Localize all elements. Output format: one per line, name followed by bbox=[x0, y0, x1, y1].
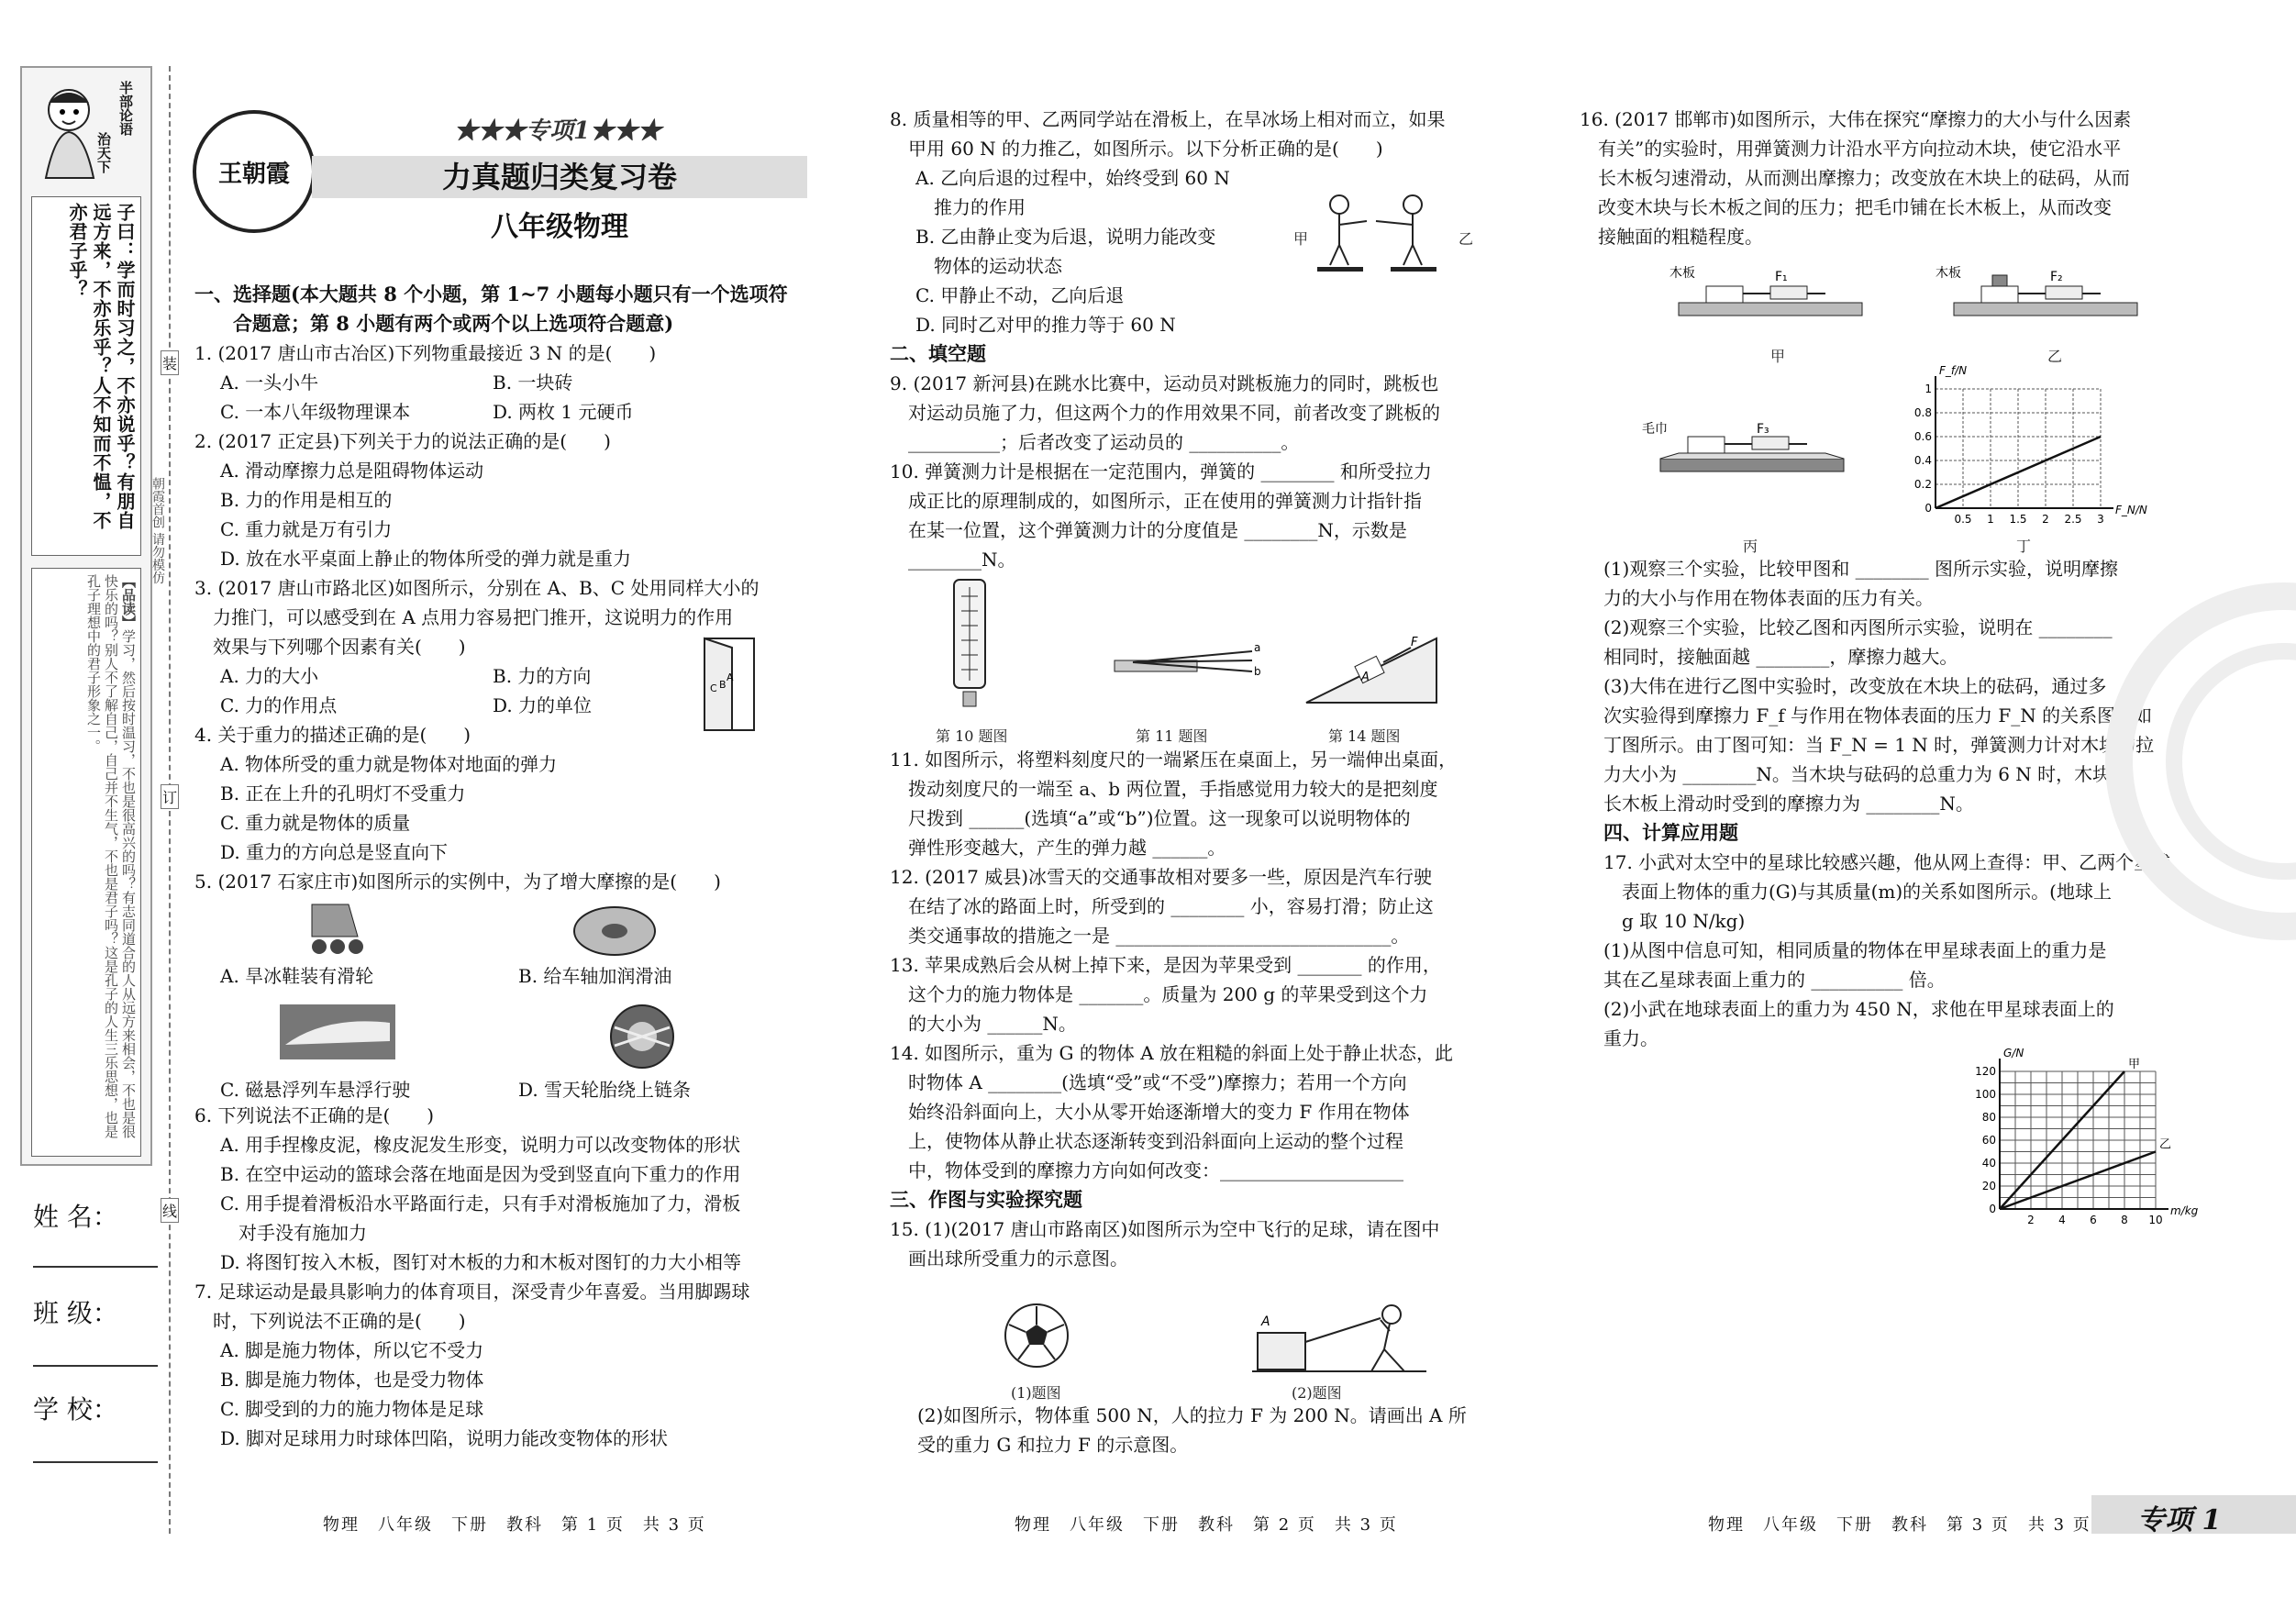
footer-page-1: 物理 八年级 下册 教科 第 1 页 共 3 页 bbox=[323, 1515, 706, 1535]
section-heading: 合题意；第 8 小题有两个或两个以上选项符合题意) bbox=[194, 312, 674, 335]
option-text: C. 一本八年级物理课本 bbox=[220, 401, 411, 423]
x-axis-label: m/kg bbox=[2170, 1204, 2199, 1217]
x-tick-label: 1.5 bbox=[2009, 513, 2027, 526]
question-text: 接触面的粗糙程度。 bbox=[1580, 226, 1763, 248]
question-text: 14. 如图所示，重为 G 的物体 A 放在粗糙的斜面上处于静止状态，此 bbox=[890, 1042, 1454, 1064]
column-1-questions-cont bbox=[194, 1101, 809, 1453]
option-row bbox=[194, 397, 809, 427]
question-text: 效果与下列哪个因素有关( ) bbox=[194, 636, 466, 658]
spring-scale-figure bbox=[947, 574, 993, 712]
question-text: 丁图所示。由丁图可知：当 F_N = 1 N 时，弹簧测力计对木块的拉 bbox=[1603, 734, 2155, 756]
option-text: B. 正在上升的孔明灯不受重力 bbox=[220, 782, 466, 804]
question-text: (1)观察三个实验，比较甲图和 ________ 图所示实验，说明摩擦 bbox=[1603, 558, 2119, 580]
question-text: 有关”的实验时，用弹簧测力计沿水平方向拉动木块，使它沿水平 bbox=[1580, 138, 2122, 160]
x-tick-label: 10 bbox=[2148, 1214, 2163, 1226]
question-text: 相同时，接触面越 ________，摩擦力越大。 bbox=[1603, 646, 1958, 668]
option-text: B. 乙由静止变为后退，说明力能改变 bbox=[915, 226, 1216, 248]
series-line bbox=[1936, 437, 2101, 508]
confucius-quote: 子曰：学而时习之，不亦说乎？有朋自远方来，不亦乐乎？人不知而不愠，不亦君子乎？ bbox=[66, 203, 136, 530]
question-text: 受的重力 G 和拉力 F 的示意图。 bbox=[917, 1434, 1189, 1456]
x-tick-label: 2 bbox=[2027, 1214, 2035, 1226]
column-2-questions-cont bbox=[890, 745, 1514, 1273]
question-text: 尺拨到 ______(选填“a”或“b”)位置。这一现象可以说明物体的 bbox=[890, 807, 1411, 829]
experiment-c-figure bbox=[1642, 422, 1853, 495]
option-text: D. 将图钉按入木板，图钉对木板的力和木板对图钉的力大小相等 bbox=[220, 1251, 742, 1273]
y-tick-label: 1 bbox=[1924, 383, 1932, 395]
school-field[interactable] bbox=[33, 1461, 158, 1463]
svg-text:a: a bbox=[1254, 641, 1261, 654]
question-text: (1)从图中信息可知，相同质量的物体在甲星球表面上的重力是 bbox=[1603, 939, 2107, 961]
question-text: 时，下列说法不正确的是( ) bbox=[194, 1310, 466, 1332]
section-heading: 二、填空题 bbox=[890, 342, 986, 365]
footer-page-3: 物理 八年级 下册 教科 第 3 页 共 3 页 bbox=[1708, 1515, 2091, 1535]
svg-text:A: A bbox=[1361, 671, 1370, 684]
fig16-caption-a: 甲 bbox=[1770, 348, 1786, 365]
question-text: 始终沿斜面向上，大小从零开始逐渐增大的变力 F 作用在物体 bbox=[890, 1101, 1410, 1123]
ruler-figure bbox=[1115, 624, 1261, 697]
board-label-b: 木板 bbox=[1936, 266, 1961, 281]
section-heading: 一、选择题(本大题共 8 个小题，第 1~7 小题每小题只有一个选项符 bbox=[194, 283, 788, 305]
series-label: 甲 bbox=[2128, 1058, 2141, 1071]
question-text: 15. (1)(2017 唐山市路南区)如图所示为空中飞行的足球，请在图中 bbox=[890, 1218, 1440, 1240]
cut-mark: 装 bbox=[161, 350, 179, 375]
question-text: __________；后者改变了运动员的 __________。 bbox=[890, 431, 1300, 453]
svg-text:b: b bbox=[1254, 665, 1261, 678]
incline-figure bbox=[1303, 633, 1440, 706]
fig16-caption-d: 丁 bbox=[2016, 538, 2032, 555]
cut-mark: 线 bbox=[161, 1198, 179, 1223]
svg-text:C: C bbox=[710, 682, 717, 694]
y-tick-label: 100 bbox=[1975, 1088, 1996, 1101]
option-text: 物体的运动状态 bbox=[915, 255, 1062, 277]
option-text: A. 用手捏橡皮泥，橡皮泥发生形变，说明力可以改变物体的形状 bbox=[220, 1134, 741, 1156]
axle-image bbox=[569, 899, 660, 963]
y-tick-label: 80 bbox=[1981, 1111, 1996, 1124]
question-text: 在结了冰的路面上时，所受到的 ________ 小，容易打滑；防止这 bbox=[890, 895, 1434, 917]
y-tick-label: 20 bbox=[1981, 1180, 1996, 1192]
y-tick-label: 40 bbox=[1981, 1157, 1996, 1170]
option-text: B. 一块砖 bbox=[493, 372, 573, 394]
fig14-caption: 第 14 题图 bbox=[1328, 727, 1401, 745]
option-text: A. 物体所受的重力就是物体对地面的弹力 bbox=[220, 753, 558, 775]
force-f2-label: F₂ bbox=[2050, 270, 2063, 284]
question-text: (3)大伟在进行乙图中实验时，改变放在木块上的砝码，通过多 bbox=[1603, 675, 2107, 697]
gravity-mass-chart bbox=[1963, 1046, 2199, 1238]
column-2-questions-end bbox=[917, 1401, 1523, 1459]
x-tick-label: 6 bbox=[2090, 1214, 2097, 1226]
column-3-questions bbox=[1580, 105, 2203, 251]
series-sub: 治天下 bbox=[95, 132, 112, 173]
question-text: 6. 下列说法不正确的是( ) bbox=[194, 1104, 435, 1126]
option-text: A. 脚是施力物体，所以它不受力 bbox=[220, 1339, 484, 1361]
question-text: 这个力的施力物体是 _______。质量为 200 g 的苹果受到这个力 bbox=[890, 983, 1428, 1005]
question-text: 12. (2017 威县)冰雪天的交通事故相对要多一些，原因是汽车行驶 bbox=[890, 866, 1433, 888]
friction-chart bbox=[1890, 364, 2147, 532]
x-tick-label: 1 bbox=[1987, 513, 1994, 526]
option-text: D. 重力的方向总是竖直向下 bbox=[220, 841, 449, 863]
option-text: A. 一头小牛 bbox=[220, 372, 319, 394]
y-axis-label: F_f/N bbox=[1939, 364, 1968, 377]
x-tick-label: 0.5 bbox=[1954, 513, 1972, 526]
column-1-questions bbox=[194, 280, 809, 896]
svg-text:F: F bbox=[1411, 636, 1418, 649]
question-text: 成正比的原理制成的，如图所示，正在使用的弹簧测力计指针指 bbox=[890, 490, 1422, 512]
soccer-ball-figure bbox=[1002, 1301, 1071, 1370]
q5-option-d: D. 雪天轮胎绕上链条 bbox=[518, 1079, 692, 1101]
x-tick-label: 2 bbox=[2042, 513, 2049, 526]
topic-label: ★★★专项1★★★ bbox=[454, 117, 662, 145]
pulling-person-figure bbox=[1252, 1298, 1426, 1377]
question-text: 其在乙星球表面上重力的 __________ 倍。 bbox=[1603, 969, 1946, 991]
fig11-caption: 第 11 题图 bbox=[1136, 727, 1208, 745]
question-text: 3. (2017 唐山市路北区)如图所示，分别在 A、B、C 处用同样大小的 bbox=[194, 577, 760, 599]
question-text: 次实验得到摩擦力 F_f 与作用在物体表面的压力 F_N 的关系图线如 bbox=[1603, 704, 2153, 726]
q5-option-c: C. 磁悬浮列车悬浮行驶 bbox=[220, 1079, 411, 1101]
watermark-stamp bbox=[2064, 514, 2296, 1009]
option-text: C. 力的作用点 bbox=[220, 694, 338, 716]
option-text: D. 脚对足球用力时球体凹陷，说明力能改变物体的形状 bbox=[220, 1427, 669, 1449]
force-f1-label: F₁ bbox=[1775, 270, 1788, 284]
logo-text: 王朝霞 bbox=[217, 160, 290, 188]
fig8-label-b: 乙 bbox=[1459, 230, 1474, 248]
question-text: 4. 关于重力的描述正确的是( ) bbox=[194, 724, 471, 746]
skate-image bbox=[294, 895, 385, 959]
experiment-a-figure bbox=[1660, 266, 1871, 339]
option-text: B. 脚是施力物体，也是受力物体 bbox=[220, 1369, 484, 1391]
pindu-text: 学习，然后按时温习，不也是很高兴的吗？有志同道合的人从远方来相会，不也是很快乐的吗？别人不了解自己，自己并不生气，不也是君子吗？这是孔子的人生三乐思想，也是孔子理想中的君子形象之一。 bbox=[85, 574, 137, 1138]
x-tick-label: 2.5 bbox=[2064, 513, 2082, 526]
page-title: 力真题归类复习卷 bbox=[441, 160, 677, 194]
svg-text:A: A bbox=[1261, 1314, 1270, 1329]
question-text: 拨动刻度尺的一端至 a、b 两位置，手指感觉用力较大的是把刻度 bbox=[890, 778, 1438, 800]
question-text: 长木板上滑动时受到的摩擦力为 ________N。 bbox=[1603, 793, 1974, 815]
question-text: 2. (2017 正定县)下列关于力的说法正确的是( ) bbox=[194, 430, 611, 452]
option-text: C. 重力就是物体的质量 bbox=[220, 812, 411, 834]
skateboard-push-figure bbox=[1284, 188, 1468, 280]
option-row bbox=[194, 368, 809, 397]
tire-chain-image bbox=[605, 1000, 679, 1073]
option-text: D. 两枚 1 元硬币 bbox=[493, 401, 634, 423]
question-text: (2)观察三个实验，比较乙图和丙图所示实验，说明在 ________ bbox=[1603, 616, 2113, 638]
question-text: 弹性形变越大，产生的弹力越 ______。 bbox=[890, 837, 1226, 859]
question-text: 10. 弹簧测力计是根据在一定范围内，弹簧的 ________ 和所受拉力 bbox=[890, 460, 1432, 482]
y-axis-label: G/N bbox=[2003, 1047, 2024, 1059]
question-text: 5. (2017 石家庄市)如图所示的实例中，为了增大摩擦的是( ) bbox=[194, 871, 721, 893]
question-text: 改变木块与长木板之间的压力；把毛巾铺在长木板上，从而改变 bbox=[1580, 196, 2112, 218]
footer-page-2: 物理 八年级 下册 教科 第 2 页 共 3 页 bbox=[1015, 1515, 1398, 1535]
y-tick-label: 0 bbox=[1989, 1203, 1996, 1215]
force-f3-label: F₃ bbox=[1757, 422, 1769, 437]
school-label: 学 校： bbox=[33, 1394, 118, 1425]
x-tick-label: 3 bbox=[2097, 513, 2104, 526]
option-text: 对手没有施加力 bbox=[220, 1222, 367, 1244]
option-text: D. 同时乙对甲的推力等于 60 N bbox=[915, 314, 1176, 336]
option-text: 推力的作用 bbox=[915, 196, 1026, 218]
board-label-a: 木板 bbox=[1669, 266, 1695, 281]
quote-box bbox=[31, 196, 141, 556]
maglev-image bbox=[280, 1004, 395, 1059]
publisher-note: 朝霞首创 请勿模仿 bbox=[150, 477, 165, 584]
series-label: 半部论语 bbox=[117, 81, 134, 136]
section-heading: 三、作图与实验探究题 bbox=[890, 1188, 1082, 1211]
name-field[interactable] bbox=[33, 1266, 158, 1268]
option-text: C. 重力就是万有引力 bbox=[220, 518, 393, 540]
y-tick-label: 60 bbox=[1981, 1134, 1996, 1147]
question-text: 画出球所受重力的示意图。 bbox=[890, 1248, 1128, 1270]
cut-mark: 订 bbox=[161, 784, 179, 809]
fig10-caption: 第 10 题图 bbox=[936, 727, 1008, 745]
question-text: 1. (2017 唐山市古冶区)下列物重最接近 3 N 的是( ) bbox=[194, 342, 657, 364]
y-tick-label: 0.8 bbox=[1913, 406, 1932, 419]
question-text: 8. 质量相等的甲、乙两同学站在滑板上，在旱冰场上相对而立，如果 bbox=[890, 108, 1446, 130]
section-heading: 四、计算应用题 bbox=[1603, 821, 1738, 844]
question-text: 力的大小与作用在物体表面的压力有关。 bbox=[1603, 587, 1934, 609]
y-tick-label: 120 bbox=[1975, 1065, 1996, 1078]
brand-logo bbox=[193, 110, 316, 233]
q5-option-b: B. 给车轴加润滑油 bbox=[518, 965, 672, 987]
x-axis-label: F_N/N bbox=[2115, 504, 2147, 516]
sidebar-panel bbox=[20, 66, 152, 1166]
question-text: ________N。 bbox=[890, 549, 1016, 571]
option-text: B. 力的作用是相互的 bbox=[220, 489, 393, 511]
question-text: 甲用 60 N 的力推乙，如图所示。以下分析正确的是( ) bbox=[890, 138, 1383, 160]
option-text: D. 力的单位 bbox=[493, 694, 593, 716]
y-tick-label: 0.2 bbox=[1913, 478, 1932, 491]
fig16-caption-b: 乙 bbox=[2047, 348, 2063, 365]
footer-tag: 专项 1 bbox=[2137, 1504, 2222, 1536]
question-text: 力推门，可以感受到在 A 点用力容易把门推开，这说明力的作用 bbox=[194, 606, 734, 628]
option-text: C. 甲静止不动，乙向后退 bbox=[915, 284, 1125, 306]
question-text: (2)如图所示，物体重 500 N，人的拉力 F 为 200 N。请画出 A 所 bbox=[917, 1404, 1467, 1426]
y-tick-label: 0.4 bbox=[1913, 454, 1932, 467]
name-label: 姓 名： bbox=[33, 1202, 118, 1232]
x-tick-label: 4 bbox=[2058, 1214, 2066, 1226]
question-text: 长木板匀速滑动，从而测出摩擦力；改变放在木块上的砝码，从而 bbox=[1580, 167, 2130, 189]
option-text: C. 用手提着滑板沿水平路面行走，只有手对滑板施加了力，滑板 bbox=[220, 1192, 741, 1214]
q5-option-a: A. 旱冰鞋装有滑轮 bbox=[220, 965, 374, 987]
question-text: 在某一位置，这个弹簧测力计的分度值是 ________N，示数是 bbox=[890, 519, 1407, 541]
question-text: 时物体 A ________(选填“受”或“不受”)摩擦力；若用一个方向 bbox=[890, 1071, 1407, 1093]
x-tick-label: 8 bbox=[2121, 1214, 2128, 1226]
option-text: C. 脚受到的力的施力物体是足球 bbox=[220, 1398, 484, 1420]
question-text: g 取 10 N/kg) bbox=[1603, 910, 1746, 932]
option-text: B. 在空中运动的篮球会落在地面是因为受到竖直向下重力的作用 bbox=[220, 1163, 741, 1185]
y-tick-label: 0.6 bbox=[1913, 430, 1932, 443]
option-text: D. 放在水平桌面上静止的物体所受的弹力就是重力 bbox=[220, 548, 632, 570]
door-figure bbox=[695, 635, 769, 736]
column-2-questions bbox=[890, 105, 1514, 574]
question-text: 对运动员施了力，但这两个力的作用效果不同，前者改变了跳板的 bbox=[890, 402, 1440, 424]
svg-text:B: B bbox=[719, 679, 727, 691]
question-text: 重力。 bbox=[1603, 1027, 1658, 1049]
page-subtitle: 八年级物理 bbox=[491, 211, 628, 243]
series-label: 乙 bbox=[2159, 1137, 2172, 1152]
class-label: 班 级： bbox=[33, 1298, 118, 1328]
pindu-box bbox=[31, 568, 141, 1157]
y-tick-label: 0 bbox=[1924, 502, 1932, 515]
experiment-b-figure bbox=[1936, 266, 2146, 339]
question-text: 7. 足球运动是最具影响力的体育项目，深受青少年喜爱。当用脚踢球 bbox=[194, 1281, 750, 1303]
question-text: 13. 苹果成熟后会从树上掉下来，是因为苹果受到 _______ 的作用， bbox=[890, 954, 1441, 976]
towel-label: 毛巾 bbox=[1642, 422, 1668, 437]
fig8-label-a: 甲 bbox=[1293, 230, 1309, 248]
question-text: 上，使物体从静止状态逐渐转变到沿斜面向上运动的整个过程 bbox=[890, 1130, 1403, 1152]
question-text: 11. 如图所示，将塑料刻度尺的一端紧压在桌面上，另一端伸出桌面， bbox=[890, 749, 1458, 771]
question-text: 中，物体受到的摩擦力方向如何改变：____________________ bbox=[890, 1159, 1403, 1181]
option-text: A. 乙向后退的过程中，始终受到 60 N bbox=[915, 167, 1230, 189]
fig16-caption-c: 丙 bbox=[1743, 538, 1758, 555]
question-text: 表面上物体的重力(G)与其质量(m)的关系如图所示。(地球上 bbox=[1603, 881, 2112, 903]
fig15a-caption: (1)题图 bbox=[1011, 1384, 1061, 1402]
question-text: 17. 小武对太空中的星球比较感兴趣，他从网上查得：甲、乙两个星球 bbox=[1603, 851, 2171, 873]
question-text: 的大小为 ______N。 bbox=[890, 1013, 1077, 1035]
option-text: A. 力的大小 bbox=[220, 665, 319, 687]
svg-text:A: A bbox=[727, 671, 734, 683]
question-text: (2)小武在地球表面上的重力为 450 N，求他在甲星球表面上的 bbox=[1603, 998, 2114, 1020]
question-text: 16. (2017 邯郸市)如图所示，大伟在探究“摩擦力的大小与什么因素 bbox=[1580, 108, 2132, 130]
class-field[interactable] bbox=[33, 1365, 158, 1367]
question-text: 9. (2017 新河县)在跳水比赛中，运动员对跳板施力的同时，跳板也 bbox=[890, 372, 1439, 394]
question-text: 力大小为 ________N。当木块与砝码的总重力为 6 N 时，木块在 bbox=[1603, 763, 2130, 785]
option-text: A. 滑动摩擦力总是阻碍物体运动 bbox=[220, 460, 484, 482]
pindu-label: 【品读】 bbox=[120, 574, 137, 629]
question-text: 类交通事故的措施之一是 ______________________________。 bbox=[890, 925, 1410, 947]
option-text: B. 力的方向 bbox=[493, 665, 592, 687]
fig15b-caption: (2)题图 bbox=[1292, 1384, 1342, 1402]
